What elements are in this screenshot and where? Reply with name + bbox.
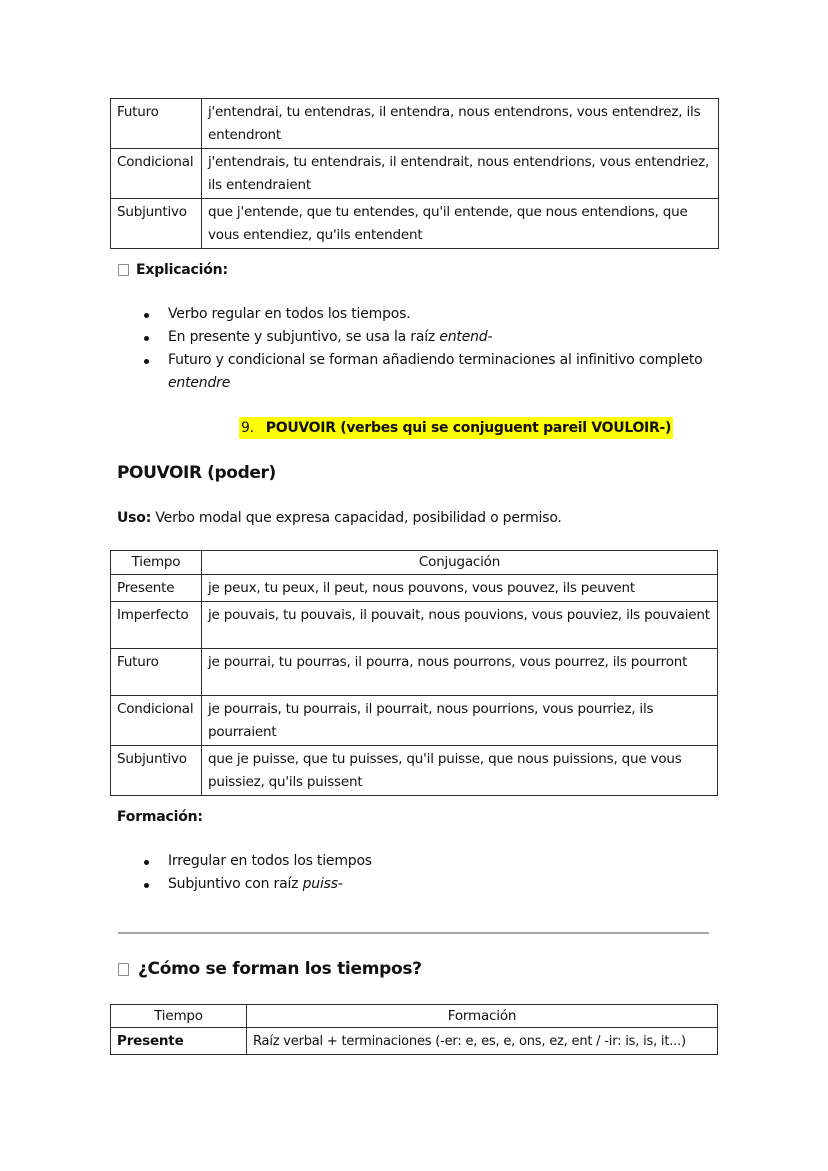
table-row (111, 649, 718, 696)
formacion-label: Formación: (117, 809, 203, 825)
entendre-conjugation-table (110, 98, 719, 249)
conjugation-cell: j'entendrais, tu entendrais, il entendrait, nous entendrions, vous entendriez, ils entendraient (202, 149, 719, 199)
list-item: Futuro y condicional se forman añadiendo terminaciones al infinitivo completo entendre (144, 349, 704, 395)
tense-cell: Presente (111, 575, 202, 602)
bullet-icon (144, 860, 149, 865)
tense-cell: Subjuntivo (111, 199, 202, 249)
table-row (111, 575, 718, 602)
tense-cell: Futuro (111, 99, 202, 149)
como-se-forman-heading-text: ¿Cómo se forman los tiempos? (138, 959, 422, 979)
table-row (111, 746, 718, 796)
explicacion-label-text: Explicación: (136, 262, 228, 278)
table-row (111, 149, 719, 199)
table-header-row (111, 1005, 718, 1028)
explicacion-list (144, 303, 704, 395)
section-9-heading (239, 417, 673, 439)
uso-text: Verbo modal que expresa capacidad, posibilidad o permiso. (151, 510, 562, 526)
como-se-forman-heading (118, 959, 422, 979)
conjugation-cell: je pourrais, tu pourrais, il pourrait, nous pourrions, vous pourriez, ils pourraient (202, 696, 718, 746)
verb-heading: POUVOIR (poder) (117, 463, 276, 483)
bullet-icon (144, 359, 149, 364)
table-header-row (111, 551, 718, 575)
section-title: POUVOIR (verbes qui se conjuguent pareil VOULOIR-) (265, 420, 672, 436)
horizontal-divider (118, 932, 709, 934)
table-row (111, 696, 718, 746)
tense-cell: Condicional (111, 149, 202, 199)
uso-line (117, 510, 562, 526)
tense-cell: Futuro (111, 649, 202, 696)
formation-table (110, 1004, 718, 1055)
table-row (111, 1028, 718, 1055)
column-header-conjugacion: Conjugación (202, 551, 718, 575)
table-row (111, 99, 719, 149)
tense-cell: Presente (111, 1028, 247, 1055)
tense-cell: Subjuntivo (111, 746, 202, 796)
conjugation-cell: je pouvais, tu pouvais, il pouvait, nous pouvions, vous pouviez, ils pouvaient (202, 602, 718, 649)
conjugation-cell: que je puisse, que tu puisses, qu'il puisse, que nous puissions, que vous puissiez, qu'ils puissent (202, 746, 718, 796)
uso-label: Uso: (117, 510, 152, 526)
conjugation-cell: je pourrai, tu pourras, il pourra, nous pourrons, vous pourrez, ils pourront (202, 649, 718, 696)
bullet-icon (144, 336, 149, 341)
tense-cell: Condicional (111, 696, 202, 746)
formacion-list (144, 850, 704, 896)
bullet-icon (144, 313, 149, 318)
checkbox-icon (118, 264, 129, 276)
list-item: Subjuntivo con raíz puiss- (144, 873, 704, 896)
column-header-tiempo: Tiempo (111, 551, 202, 575)
table-row (111, 199, 719, 249)
table-row (111, 602, 718, 649)
conjugation-cell: que j'entende, que tu entendes, qu'il entende, que nous entendions, que vous entendiez, qu'ils entendent (202, 199, 719, 249)
section-number: 9. (241, 420, 254, 436)
checkbox-icon (118, 963, 129, 976)
conjugation-cell: j'entendrai, tu entendras, il entendra, nous entendrons, vous entendrez, ils entendront (202, 99, 719, 149)
list-item: En presente y subjuntivo, se usa la raíz entend- (144, 326, 704, 349)
formation-cell: Raíz verbal + terminaciones (-er: e, es, e, ons, ez, ent / -ir: is, is, it...) (247, 1028, 718, 1055)
explicacion-label (118, 262, 228, 278)
list-item: Irregular en todos los tiempos (144, 850, 704, 873)
column-header-tiempo: Tiempo (111, 1005, 247, 1028)
column-header-formacion: Formación (247, 1005, 718, 1028)
bullet-icon (144, 883, 149, 888)
conjugation-cell: je peux, tu peux, il peut, nous pouvons, vous pouvez, ils peuvent (202, 575, 718, 602)
tense-cell: Imperfecto (111, 602, 202, 649)
pouvoir-conjugation-table (110, 550, 718, 796)
list-item: Verbo regular en todos los tiempos. (144, 303, 704, 326)
